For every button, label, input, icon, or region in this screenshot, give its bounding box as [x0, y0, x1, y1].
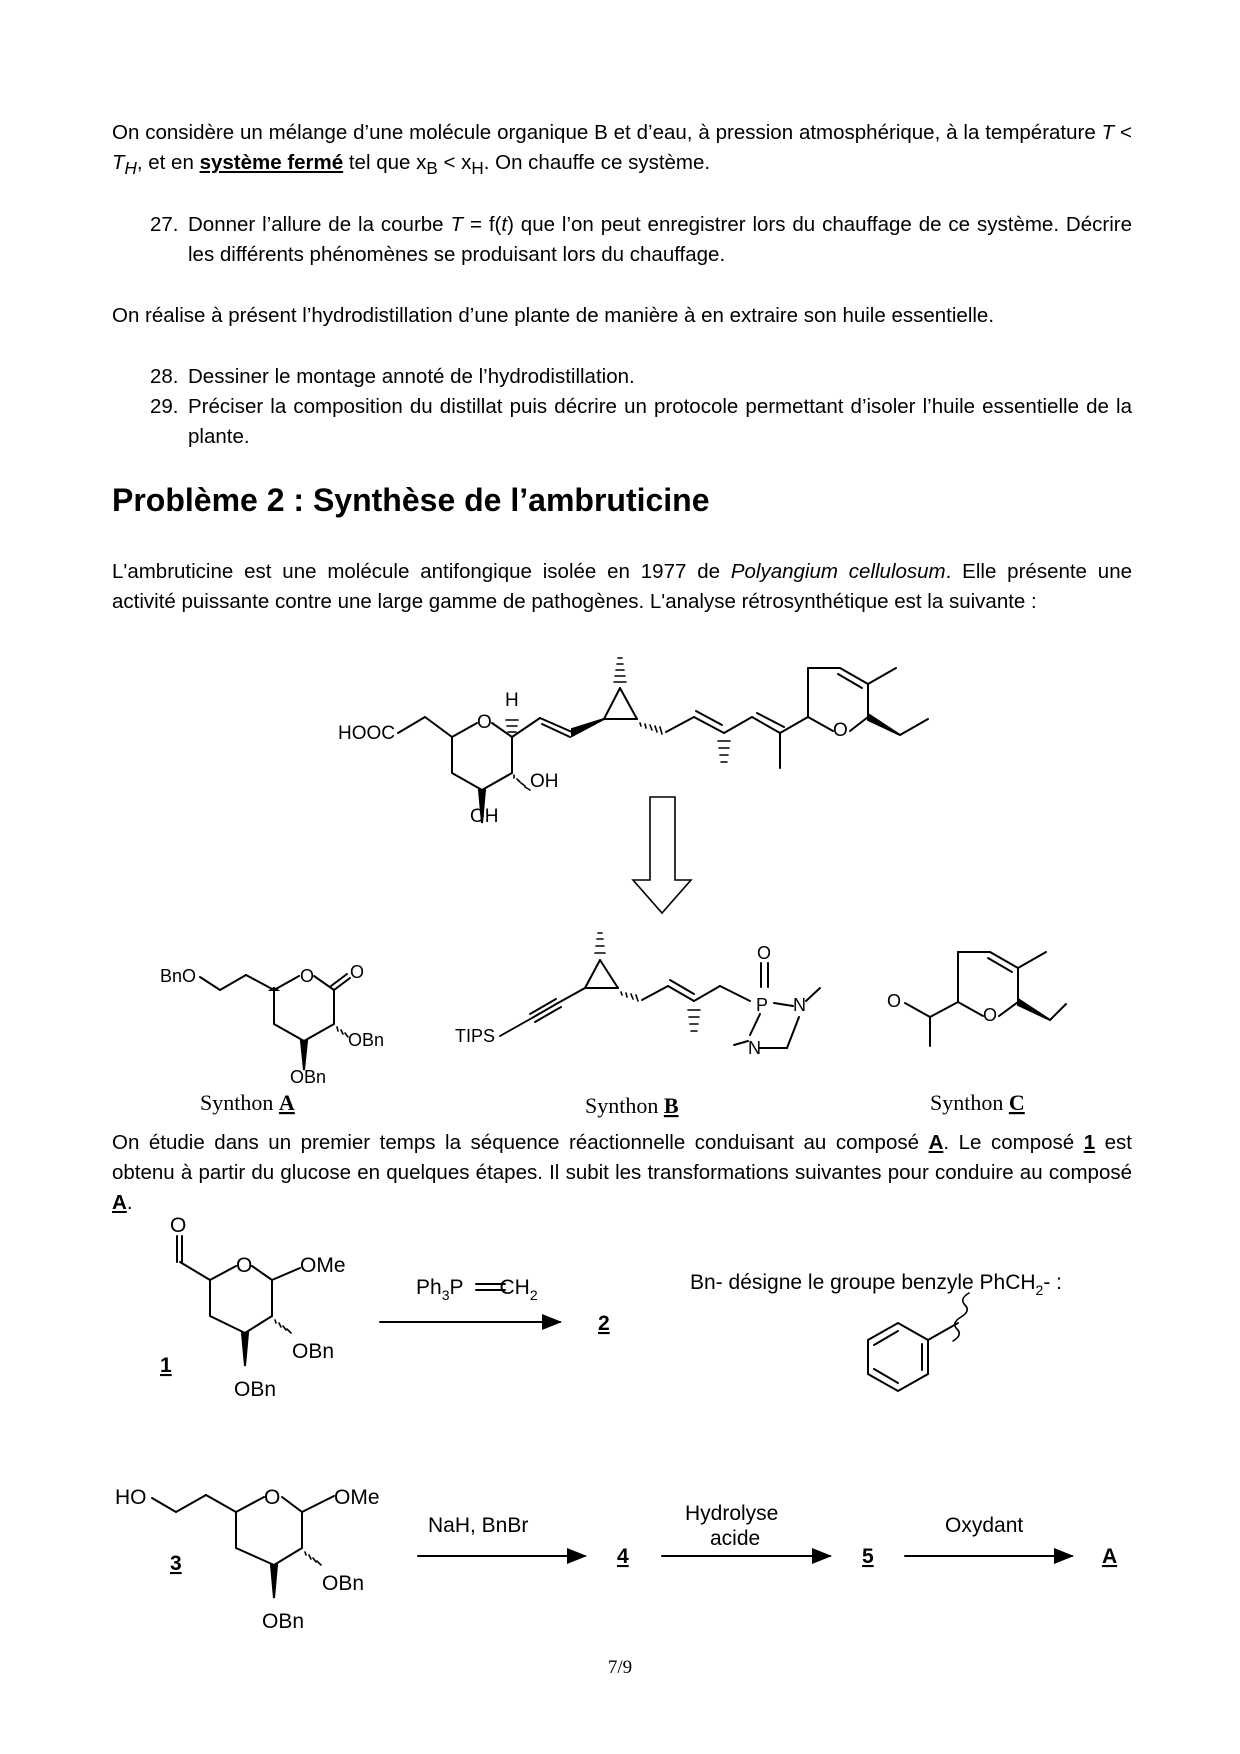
question-28: 28. Dessiner le montage annoté de l’hydrodistillation. — [150, 365, 635, 388]
compound-2-label: 2 — [598, 1312, 610, 1335]
label-o-ring: O — [477, 712, 492, 733]
synthon-c-structure — [905, 952, 1066, 1046]
label-p: P — [756, 995, 769, 1015]
label-obn-3b: OBn — [262, 1610, 305, 1633]
label-o-a2: O — [350, 962, 365, 982]
retrosynthesis-arrow — [633, 797, 691, 913]
label-o-ring-c: O — [833, 720, 848, 741]
benzyl-note: Bn- désigne le groupe benzyle PhCH$_2$- : — [690, 1271, 1063, 1298]
benzyl-structure — [868, 1293, 969, 1391]
ambruticine-structure — [398, 658, 928, 823]
compound-3-label: 3 — [170, 1552, 182, 1575]
synthon-a-structure — [200, 974, 350, 1070]
label-oh-2: OH — [470, 806, 499, 827]
label-o-ring-1: O — [236, 1254, 253, 1277]
label-o-c2: O — [983, 1005, 998, 1025]
compound-4-label: 4 — [617, 1545, 629, 1568]
label-n-b: N — [793, 995, 806, 1015]
label-ho: HO — [115, 1486, 147, 1509]
label-obn-a2: OBn — [290, 1067, 327, 1087]
label-ome-3: OMe — [334, 1486, 380, 1509]
label-oh: OH — [530, 771, 559, 792]
reagent-oxydant: Oxydant — [945, 1514, 1024, 1537]
label-hooc: HOOC — [338, 723, 395, 744]
ambruticine-intro: L'ambruticine est une molécule antifongique isolée en 1977 de Polyangium cellulosum. Elle présente une activité puissante contre une large gamme de pathogènes. L'analyse rétrosynthétique est la suivante : — [112, 560, 1132, 613]
label-o-a: O — [300, 966, 315, 986]
reagent-acide: acide — [710, 1527, 761, 1550]
reagent-wittig: $Ph_3P$ $CH_2$ — [416, 1276, 538, 1303]
label-obn-1b: OBn — [234, 1378, 277, 1401]
label-obn-1: OBn — [292, 1340, 335, 1363]
label-obn-a: OBn — [348, 1030, 385, 1050]
synthon-a-label: Synthon A — [200, 1090, 295, 1115]
label-o-c: O — [887, 991, 902, 1011]
page-number: 7/9 — [607, 1657, 633, 1678]
compound-a-label: A — [1102, 1545, 1118, 1568]
label-o-b: O — [757, 943, 772, 963]
sequence-paragraph: On étudie dans un premier temps la séquence réactionnelle conduisant au composé A. Le composé 1 est obtenu à partir du glucose en quelques étapes. Il subit les transformations suivantes pour conduire au composé A. — [112, 1131, 1133, 1214]
label-h: H — [505, 690, 519, 711]
question-27: 27. Donner l’allure de la courbe T = f(t) que l’on peut enregistrer lors du chauffage de ce système. Décrire les différents phénomènes se produisant lors du chauffage. — [150, 213, 1132, 266]
reagent-nah: NaH, BnBr — [428, 1514, 529, 1537]
label-ome-1: OMe — [300, 1254, 346, 1277]
reagent-hydrolyse: Hydrolyse — [685, 1502, 779, 1525]
question-29: 29. Préciser la composition du distillat puis décrire un protocole permettant d’isoler l’huile essentielle de la plante. — [150, 395, 1132, 448]
label-obn-3: OBn — [322, 1572, 365, 1595]
label-n-b2: N — [748, 1038, 761, 1058]
intro-paragraph-b: On considère un mélange d’une molécule organique B et d’eau, à pression atmosphérique, à la température $T < T_H$, et en système fermé tel que $x_B < x_H$. On chauffe ce système. — [112, 121, 1132, 179]
synthon-b-structure — [500, 933, 820, 1048]
synthon-b-label: Synthon B — [585, 1093, 679, 1118]
compound-1-label: 1 — [160, 1354, 172, 1377]
compound-5-label: 5 — [862, 1545, 874, 1568]
label-tips: TIPS — [455, 1026, 496, 1046]
label-o-aldehyde: O — [170, 1214, 187, 1237]
hydrodistillation-paragraph: On réalise à présent l’hydrodistillation d’une plante de manière à en extraire son huile essentielle. — [112, 304, 995, 327]
section-title: Problème 2 : Synthèse de l’ambruticine — [112, 482, 710, 518]
label-bno: BnO — [160, 966, 197, 986]
compound-3-structure — [152, 1495, 334, 1598]
label-o-ring-3: O — [264, 1486, 281, 1509]
synthon-c-label: Synthon C — [930, 1090, 1025, 1115]
